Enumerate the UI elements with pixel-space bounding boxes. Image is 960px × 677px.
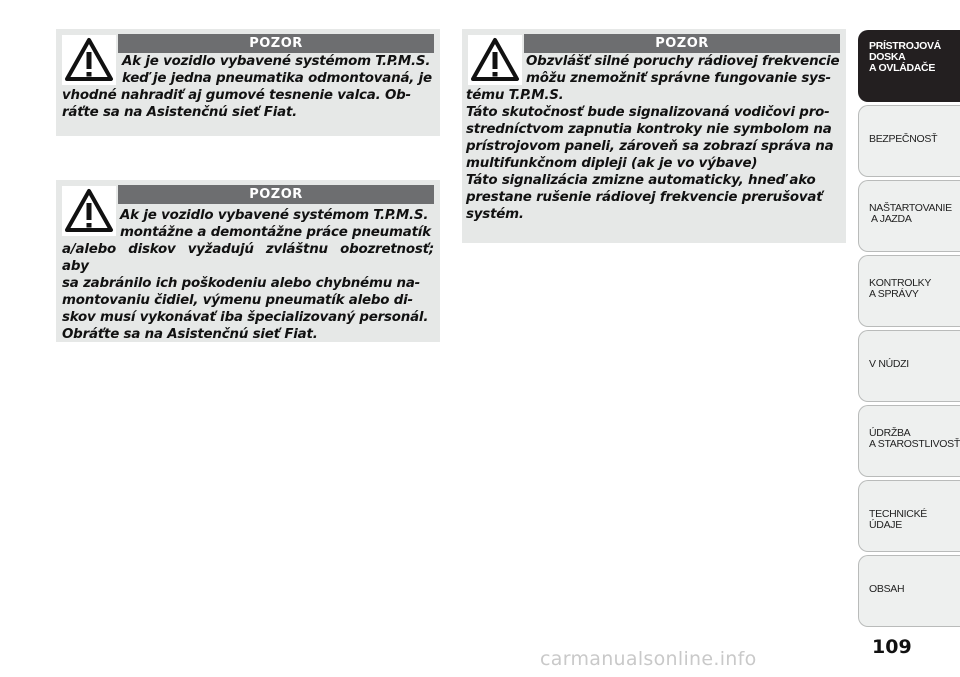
warning-1-line-1: Ak je vozidlo vybavené systémom T.P.M.S. bbox=[122, 54, 431, 69]
warning-2-line-4: sa zabránilo ich poškodeniu alebo chybnému na- bbox=[62, 276, 421, 291]
warning-3-line-7: multifunkčnom dipleji (ak je vo výbave) bbox=[466, 156, 758, 171]
tab-label: A JAZDA bbox=[869, 213, 912, 225]
warning-1-line-4: ráťte sa na Asistenčnú sieť Fiat. bbox=[62, 105, 298, 120]
warning-2-line-5: montovaniu čidiel, výmenu pneumatík alebo di- bbox=[62, 293, 413, 308]
tab-label: TECHNICKÉ ÚDAJE bbox=[869, 508, 927, 531]
warning-2-line-6: skov musí vykonávať iba špecializovaný personál. bbox=[62, 310, 429, 325]
warning-header-2: POZOR bbox=[118, 185, 434, 204]
tab-bezpecnost[interactable] bbox=[858, 105, 960, 177]
warning-2-line-3: a/alebo diskov vyžadujú zvláštnu obozretnosť; aby bbox=[62, 242, 434, 274]
warning-2-line-2: montážne a demontážne práce pneumatík bbox=[120, 225, 431, 240]
tab-label: BEZPEČNOSŤ bbox=[869, 133, 938, 145]
warning-1-line-2: keď je jedna pneumatika odmontovaná, je bbox=[122, 71, 432, 86]
tab-v-nudzi[interactable] bbox=[858, 330, 960, 402]
tab-label: A STAROSTLIVOSŤ bbox=[869, 438, 960, 450]
warning-3-line-5: stredníctvom zapnutia kontroky nie symbolom na bbox=[466, 122, 832, 137]
warning-3-line-6: prístrojovom paneli, zároveň sa zobrazí správa na bbox=[466, 139, 834, 154]
tab-technicke-udaje[interactable] bbox=[858, 480, 960, 552]
warning-text-3 bbox=[466, 53, 842, 223]
warning-3-line-9: prestane rušenie rádiovej frekvencie prerušovať bbox=[466, 190, 823, 205]
warning-3-line-2: môžu znemožniť správne fungovanie sys- bbox=[526, 71, 831, 86]
tab-pristrojova-doska[interactable] bbox=[858, 30, 960, 102]
tab-label: V NÚDZI bbox=[869, 358, 909, 370]
page-number: 109 bbox=[872, 636, 912, 658]
tab-label: A SPRÁVY bbox=[869, 288, 919, 300]
warning-box-1 bbox=[56, 29, 440, 136]
warning-3-line-4: Táto skutočnosť bude signalizovaná vodičovi pro- bbox=[466, 105, 830, 120]
warning-text-2 bbox=[62, 207, 434, 343]
tab-label: OBSAH bbox=[869, 583, 905, 595]
warning-3-line-3: tému T.P.M.S. bbox=[466, 88, 564, 103]
tab-label: A OVLÁDAČE bbox=[869, 62, 936, 74]
tab-obsah[interactable] bbox=[858, 555, 960, 627]
tab-kontrolky[interactable] bbox=[858, 255, 960, 327]
warning-2-line-1: Ak je vozidlo vybavené systémom T.P.M.S. bbox=[120, 208, 429, 223]
tab-label: PRÍSTROJOVÁ bbox=[869, 40, 941, 52]
warning-3-line-1: Obzvlášť silné poruchy rádiovej frekvencie bbox=[526, 54, 840, 69]
tab-nastartovanie[interactable] bbox=[858, 180, 960, 252]
tab-udrzba[interactable] bbox=[858, 405, 960, 477]
warning-header-1: POZOR bbox=[118, 34, 434, 53]
watermark: carmanualsonline.info bbox=[540, 648, 757, 670]
tab-label: ÚDRŽBA bbox=[869, 427, 911, 439]
warning-text-1 bbox=[62, 53, 434, 121]
tab-label: DOSKA bbox=[869, 51, 906, 63]
warning-3-line-10: systém. bbox=[466, 207, 524, 222]
warning-1-line-3: vhodné nahradiť aj gumové tesnenie valca. Ob- bbox=[62, 88, 411, 103]
tab-label: NAŠTARTOVANIE bbox=[869, 202, 952, 214]
warning-2-line-7: Obráťte sa na Asistenčnú sieť Fiat. bbox=[62, 327, 318, 342]
tab-label: KONTROLKY bbox=[869, 277, 932, 289]
warning-box-2 bbox=[56, 180, 440, 342]
warning-box-3 bbox=[462, 29, 846, 243]
warning-3-line-8: Táto signalizácia zmizne automaticky, hneď ako bbox=[466, 173, 816, 188]
warning-header-3: POZOR bbox=[524, 34, 840, 53]
